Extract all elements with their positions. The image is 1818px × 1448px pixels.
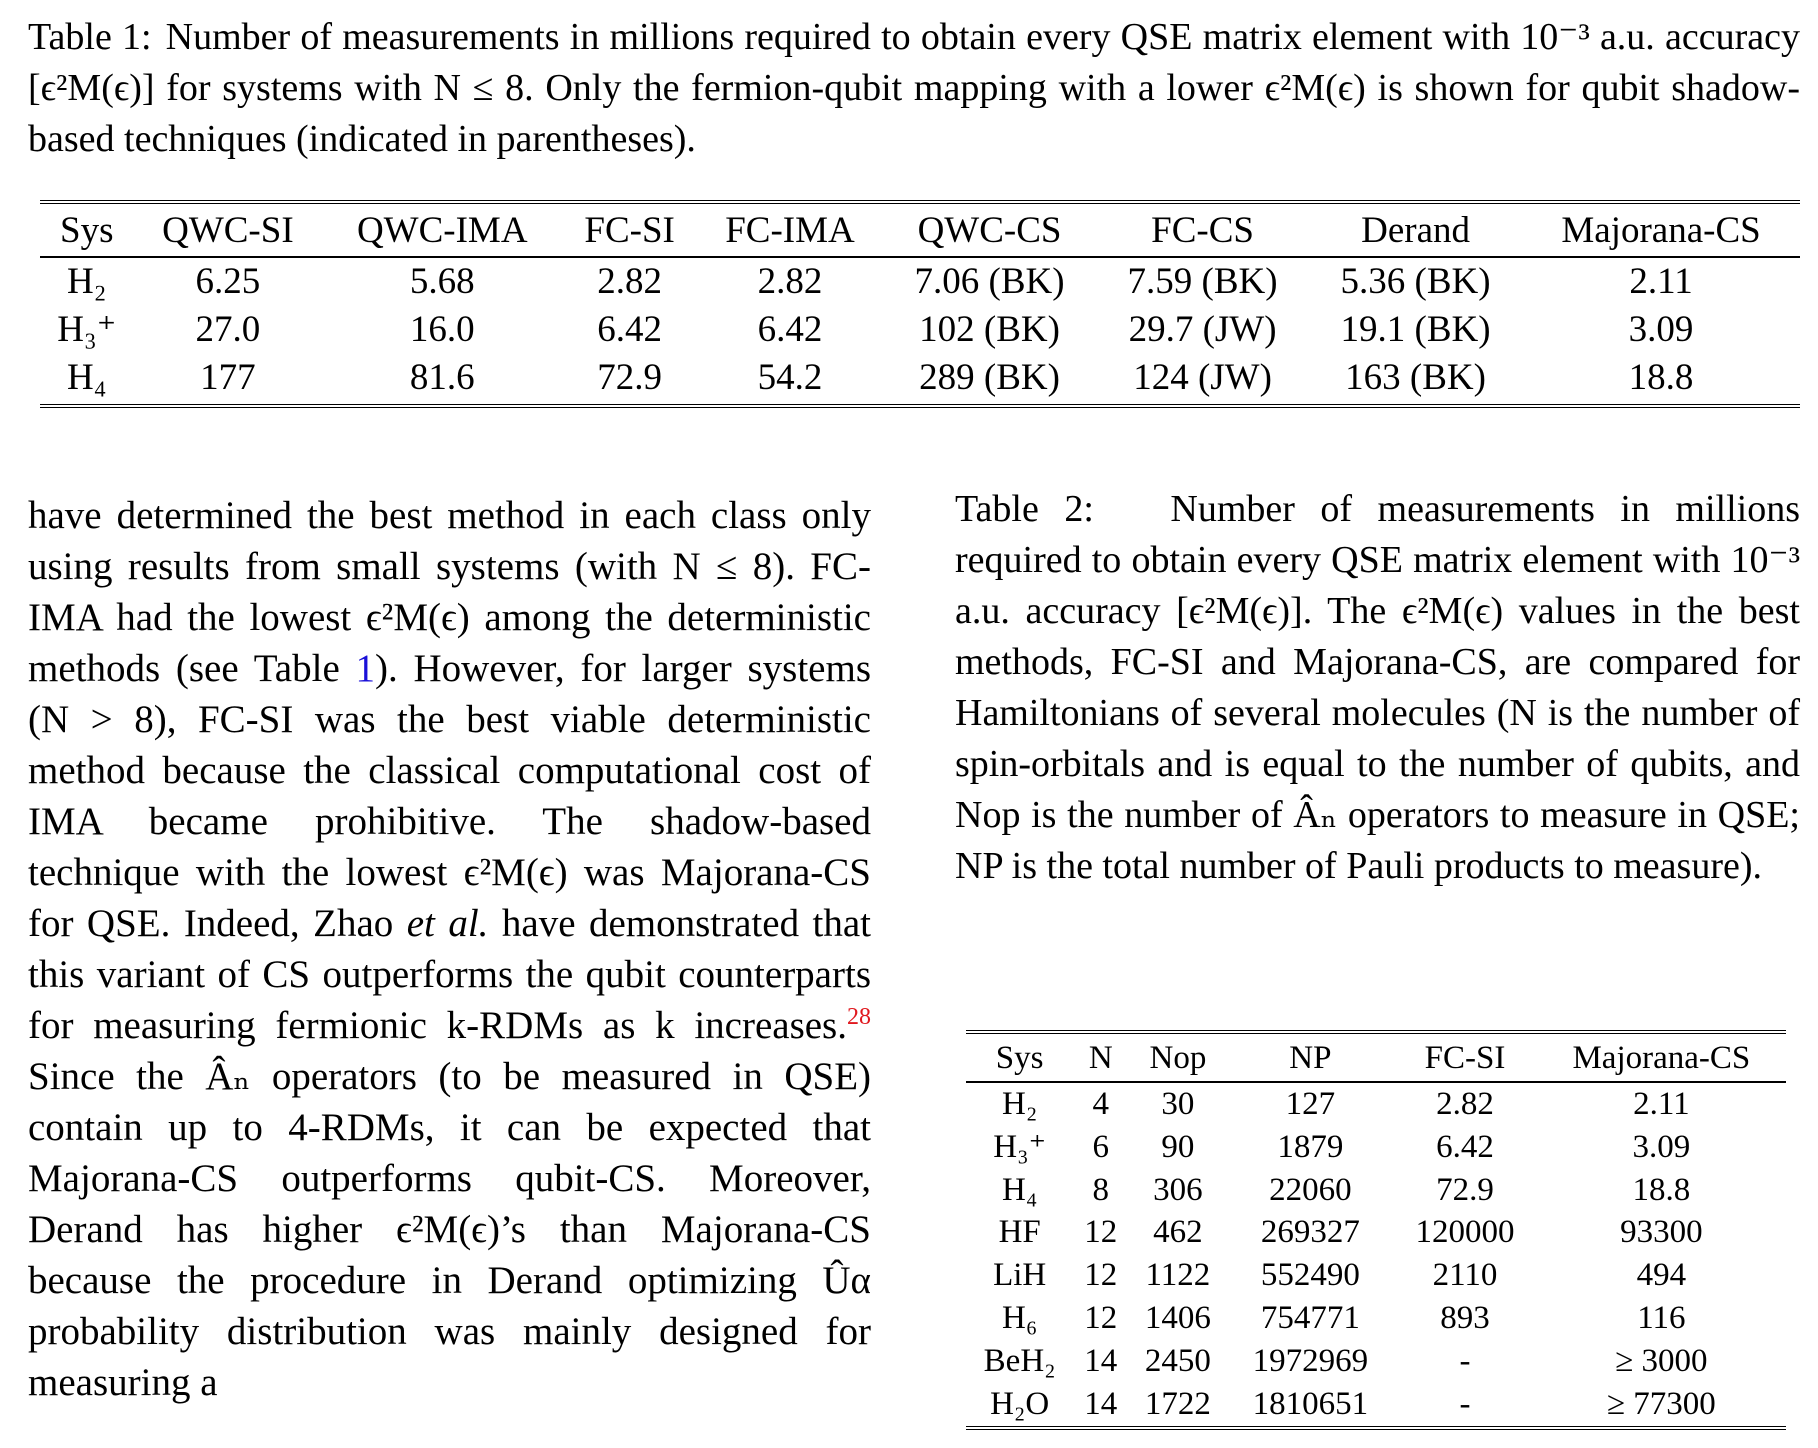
table2-header-row bbox=[966, 1035, 1786, 1082]
table-cell: 2.82 bbox=[597, 261, 662, 302]
table2-header-cell: FC-SI bbox=[1424, 1040, 1506, 1076]
table-cell: 8 bbox=[1092, 1171, 1110, 1208]
table-row bbox=[40, 354, 1800, 402]
table-cell: 102 (BK) bbox=[919, 309, 1060, 350]
table-cell: 177 bbox=[200, 357, 256, 398]
table-row bbox=[966, 1211, 1786, 1254]
table-cell: 2.11 bbox=[1633, 1086, 1690, 1122]
table-cell: 552490 bbox=[1260, 1257, 1360, 1294]
table-cell: 19.1 (BK) bbox=[1340, 309, 1491, 350]
table1-header-cell: FC-SI bbox=[584, 210, 675, 251]
body-paragraph bbox=[28, 490, 871, 1408]
table-cell: - bbox=[1459, 1342, 1471, 1379]
table-cell: ≥ 77300 bbox=[1606, 1385, 1716, 1422]
table2-header-cell: N bbox=[1088, 1040, 1113, 1076]
table-cell: 2450 bbox=[1144, 1342, 1211, 1379]
table2-caption-text: Number of measurements in millions required to obtain every QSE matrix element with 10⁻³ a.u. accuracy [ϵ²M(ϵ)]. The ϵ²M(ϵ) values in the best methods, FC-SI and Majorana-CS, are compared for Hamiltonians of several molecules (N is the number of spin-orbitals and is equal to the number of qubits, and Nop is the number of Âₙ operators to measure in QSE; NP is the total number of Pauli products to measure). bbox=[955, 488, 1801, 887]
table-cell: 5.36 (BK) bbox=[1340, 261, 1491, 302]
table-cell: 18.8 bbox=[1632, 1171, 1691, 1208]
table1-header-cell: QWC-SI bbox=[162, 210, 294, 251]
table-cell: 14 bbox=[1084, 1385, 1118, 1422]
table2-label: Table 2: bbox=[955, 488, 1094, 530]
table-cell: 269327 bbox=[1260, 1214, 1360, 1251]
table2-header-cell: Nop bbox=[1149, 1040, 1207, 1076]
table-cell: H₂ bbox=[1001, 1086, 1038, 1122]
table-cell: 93300 bbox=[1620, 1214, 1703, 1251]
table1-caption-text: Number of measurements in millions required to obtain every QSE matrix element with 10⁻³ a.u. accuracy [ϵ²M(ϵ)] for systems with N ≤ 8. Only the fermion-qubit mapping with a lower ϵ²M(ϵ) is shown for qubit shadow-based techniques (indicated in parentheses). bbox=[28, 16, 1800, 160]
table-cell: 163 (BK) bbox=[1345, 357, 1486, 398]
body-text-part1: have determined the best method in each class only using results from small systems (with N ≤ 8). FC-IMA had the lowest ϵ²M(ϵ) among the deterministic methods (see Table bbox=[28, 494, 871, 690]
table-row bbox=[966, 1254, 1786, 1297]
table-cell: LiH bbox=[993, 1257, 1047, 1294]
table2-header-cell: Sys bbox=[995, 1040, 1044, 1076]
table-cell: 306 bbox=[1153, 1171, 1203, 1208]
table2-grid bbox=[966, 1035, 1786, 1425]
table-cell: 12 bbox=[1084, 1257, 1118, 1294]
table-row bbox=[966, 1169, 1786, 1212]
table-reference-link[interactable]: 1 bbox=[355, 647, 375, 690]
table2 bbox=[966, 1030, 1786, 1430]
table-cell: 30 bbox=[1161, 1086, 1195, 1122]
table1-header-cell: QWC-IMA bbox=[356, 210, 528, 251]
body-text-part3: have demonstrated that this variant of CS outperforms the qubit counterparts for measuring fermionic k-RDMs as k increases. bbox=[28, 902, 872, 1047]
table1-caption bbox=[28, 12, 1800, 165]
table-cell: H₄ bbox=[66, 357, 107, 398]
table-cell: 6 bbox=[1092, 1128, 1110, 1165]
table-cell: 72.9 bbox=[1436, 1171, 1494, 1208]
table1 bbox=[40, 200, 1800, 408]
body-text-part4: Since the Âₙ operators (to be measured in QSE) contain up to 4-RDMs, it can be expected that Majorana-CS outperforms qubit-CS. Moreover, Derand has higher ϵ²M(ϵ)’s than Majorana-CS because the procedure in Derand optimizing Ûα probability distribution was mainly designed for measuring a bbox=[28, 1055, 871, 1404]
table-cell: H₃⁺ bbox=[993, 1128, 1047, 1165]
table-cell: 81.6 bbox=[409, 357, 475, 398]
table2-header-cell: NP bbox=[1289, 1040, 1332, 1076]
table-cell: 4 bbox=[1092, 1086, 1110, 1122]
table2-body bbox=[966, 1082, 1786, 1425]
table-cell: H₂ bbox=[66, 261, 107, 302]
table-cell: 124 (JW) bbox=[1133, 357, 1272, 398]
table-cell: BeH₂ bbox=[983, 1342, 1056, 1379]
table-cell: 289 (BK) bbox=[919, 357, 1060, 398]
citation-link[interactable]: 28 bbox=[847, 1004, 871, 1030]
table-cell: 3.09 bbox=[1632, 1128, 1691, 1165]
table-cell: 22060 bbox=[1269, 1171, 1352, 1208]
table2-caption bbox=[955, 484, 1800, 892]
table-cell: 116 bbox=[1637, 1299, 1686, 1336]
table-cell: 1879 bbox=[1277, 1128, 1344, 1165]
table-cell: 7.06 (BK) bbox=[914, 261, 1065, 302]
table-cell: H₂O bbox=[990, 1385, 1050, 1422]
table-cell: H₆ bbox=[1001, 1299, 1038, 1336]
table-cell: 2110 bbox=[1432, 1257, 1498, 1294]
table-cell: 754771 bbox=[1260, 1299, 1360, 1336]
table-cell: HF bbox=[998, 1214, 1041, 1251]
table-cell: 3.09 bbox=[1628, 309, 1694, 350]
table-row bbox=[966, 1297, 1786, 1340]
table-cell: 6.42 bbox=[1436, 1128, 1494, 1165]
table-cell: 6.42 bbox=[757, 309, 823, 350]
table-cell: 6.42 bbox=[597, 309, 662, 350]
table-cell: 1810651 bbox=[1252, 1385, 1369, 1422]
table-cell: 12 bbox=[1084, 1299, 1118, 1336]
table-row bbox=[966, 1082, 1786, 1126]
table1-header-cell: QWC-CS bbox=[917, 210, 1062, 251]
table-cell: 27.0 bbox=[195, 309, 261, 350]
table-cell: 1722 bbox=[1144, 1385, 1211, 1422]
table1-header-row bbox=[40, 206, 1800, 257]
table-cell: 7.59 (BK) bbox=[1127, 261, 1278, 302]
table-cell: 18.8 bbox=[1628, 357, 1694, 398]
body-text-etal: et al. bbox=[406, 902, 489, 945]
table-cell: 6.25 bbox=[195, 261, 261, 302]
table-cell: 54.2 bbox=[757, 357, 823, 398]
table-cell: 1122 bbox=[1145, 1257, 1211, 1294]
table-cell: 120000 bbox=[1415, 1214, 1515, 1251]
table1-label: Table 1: bbox=[28, 16, 152, 58]
table-cell: 1972969 bbox=[1252, 1342, 1369, 1379]
table1-header-cell: FC-CS bbox=[1151, 210, 1254, 251]
table-row bbox=[966, 1383, 1786, 1426]
table-row bbox=[966, 1340, 1786, 1383]
table1-header-cell: FC-IMA bbox=[725, 210, 855, 251]
table-cell: 2.82 bbox=[1436, 1086, 1494, 1122]
table-cell: ≥ 3000 bbox=[1615, 1342, 1708, 1379]
table1-header-cell: Majorana-CS bbox=[1561, 210, 1761, 251]
table-cell: 5.68 bbox=[409, 261, 475, 302]
table2-header-cell: Majorana-CS bbox=[1572, 1040, 1751, 1076]
table-cell: H₄ bbox=[1001, 1171, 1038, 1208]
body-text-part2: ). However, for larger systems (N > 8), FC-SI was the best viable deterministic method because the classical computational cost of IMA became prohibitive. The shadow-based technique with the lowest ϵ²M(ϵ) was Majorana-CS for QSE. Indeed, Zhao bbox=[28, 647, 872, 945]
table-cell: 16.0 bbox=[409, 309, 475, 350]
table-cell: 90 bbox=[1161, 1128, 1195, 1165]
table-cell: 72.9 bbox=[597, 357, 662, 398]
table-cell: 893 bbox=[1440, 1299, 1490, 1336]
table-cell: 1406 bbox=[1144, 1299, 1211, 1336]
table-cell: 127 bbox=[1285, 1086, 1336, 1122]
table-cell: H₃⁺ bbox=[57, 309, 117, 350]
table-cell: 462 bbox=[1153, 1214, 1203, 1251]
table1-grid bbox=[40, 206, 1800, 402]
table-row bbox=[966, 1126, 1786, 1169]
table-cell: - bbox=[1459, 1385, 1471, 1422]
table-cell: 2.82 bbox=[757, 261, 823, 302]
table-cell: 2.11 bbox=[1629, 261, 1693, 302]
table-cell: 494 bbox=[1636, 1257, 1687, 1294]
table-cell: 29.7 (JW) bbox=[1128, 309, 1277, 350]
table-row bbox=[40, 306, 1800, 354]
table-cell: 14 bbox=[1084, 1342, 1118, 1379]
table1-header-cell: Derand bbox=[1361, 210, 1471, 251]
table1-header-cell: Sys bbox=[60, 210, 114, 251]
table-row bbox=[40, 257, 1800, 306]
table-cell: 12 bbox=[1084, 1214, 1118, 1251]
